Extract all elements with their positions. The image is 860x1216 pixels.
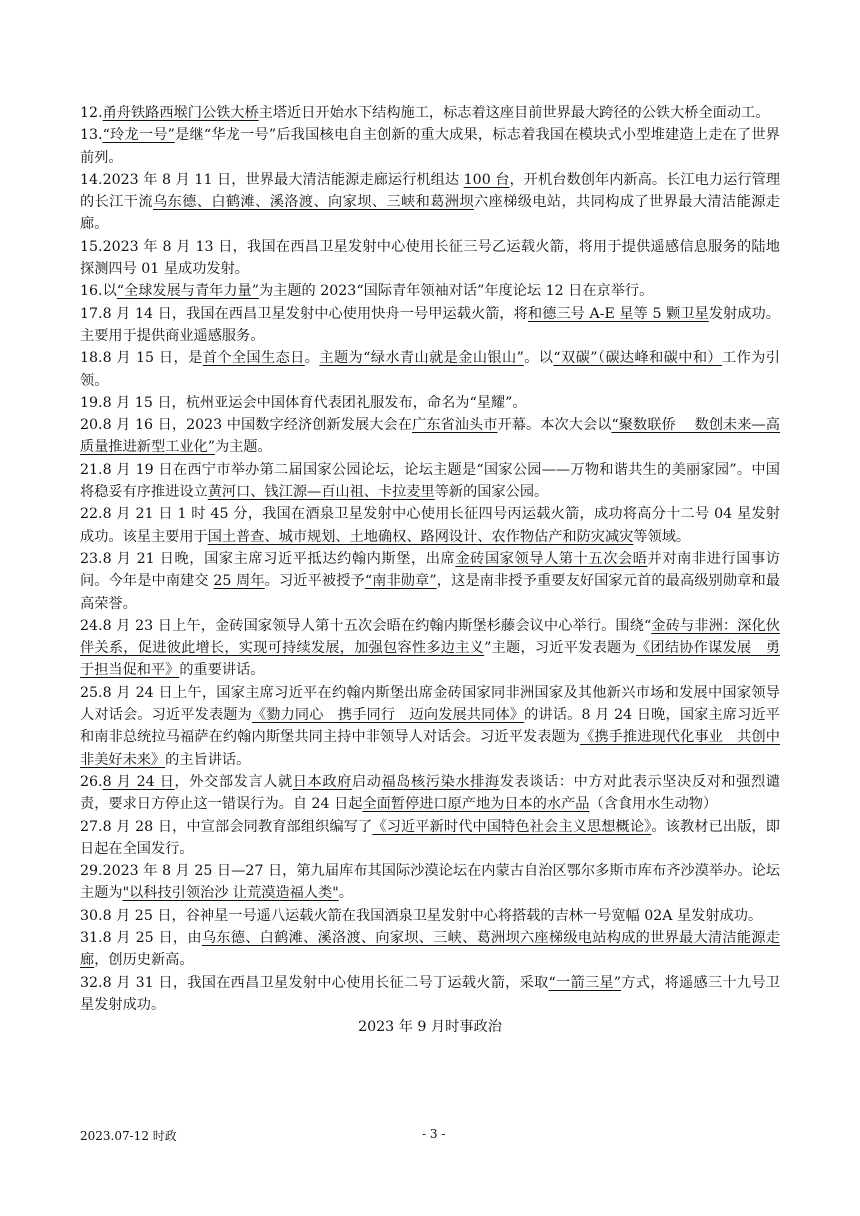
news-item: [80, 503, 780, 548]
news-item: [80, 392, 780, 414]
item-text: 。习近平被授予: [264, 573, 365, 590]
item-text: 22.8 月 21 日 1 时 45 分，我国在酒泉卫星发射中心使用长征四号丙运载火箭，成功将高分十二号 04 星发射成功。该星主要用于: [80, 506, 780, 545]
item-text: 18.8 月 15 日，是: [80, 350, 203, 367]
highlighted-keyword: 乌东德、白鹤滩、溪洛渡、向家坝、三峡、葛洲坝六座梯级电站构成的世界最大清洁能源走廊: [80, 929, 780, 969]
item-text: 的重要讲话。: [179, 662, 265, 679]
item-text: 开幕。本次大会以: [497, 417, 612, 434]
item-text: ，创历史新高。: [94, 952, 194, 969]
news-item: [80, 905, 780, 927]
highlighted-keyword: 国土普查、城市规划、土地确权、路网设计、农作物估产和防灾减灾: [207, 528, 634, 545]
highlighted-keyword: 《习近平新时代中国特色社会主义思想概论》: [372, 818, 652, 835]
item-text: 是继“华龙一号”后我国核电自主创新的重大成果，标志着我国在模块式小型堆建造上走在了世界前列。: [80, 127, 780, 166]
highlighted-keyword: "以科技引领治沙 让荒漠造福人类": [122, 885, 339, 902]
highlighted-keyword: 黄河口、钱江源—百山祖、卡拉麦里: [207, 484, 435, 501]
item-text: 启动: [351, 773, 382, 790]
highlighted-keyword: 25 周年: [213, 573, 265, 590]
item-text: 工作为引领。: [80, 350, 780, 389]
news-item: [80, 972, 780, 1017]
item-text: 25.8 月 24 日上午，国家主席习近平在约翰内斯堡出席金砖国家同非洲国家及其他新兴市场和发展中国家领导人对话会。习近平发表题为: [80, 684, 780, 724]
item-text: 。: [338, 885, 353, 902]
item-text: 方式，将遥感三十九号卫星发射成功。: [80, 974, 780, 1013]
news-item: [80, 548, 780, 615]
news-item: [80, 927, 780, 972]
item-text: 等新的国家公园。: [434, 484, 549, 501]
news-item: [80, 169, 780, 236]
highlighted-keyword: 100 台: [463, 171, 510, 188]
item-text: ”主题，习近平发表题为: [484, 640, 636, 657]
highlighted-keyword: 《勠力同心 携手同行 迈向发展共同体》: [251, 707, 525, 724]
item-text: 30.8 月 25 日，谷神星一号遥八运载火箭在我国酒泉卫星发射中心将搭载的吉林一号宽幅 02A 星发射成功。: [80, 907, 763, 924]
highlighted-keyword: 全面暂停进口原产地为日本的水产品: [362, 796, 590, 813]
news-item: [80, 102, 780, 124]
news-item: [80, 615, 780, 682]
highlighted-keyword: 《团结协作谋发展 勇于担当促和平》: [80, 640, 780, 679]
item-text: ，开机台数创年内新高。长江电力运行管理的长江干流: [80, 171, 781, 211]
item-text: 26.: [80, 773, 103, 790]
item-text: （含食用水生动物）: [589, 796, 718, 813]
highlighted-keyword: 《携手推进现代化事业 共创中非美好未来》: [80, 729, 780, 768]
highlighted-keyword: 首个全国生态日: [202, 350, 305, 367]
highlighted-keyword: “一箭三星”: [548, 974, 622, 991]
highlighted-keyword: “全球发展与青年力量”: [116, 283, 259, 300]
item-text: 14.2023 年 8 月 11 日，世界最大清洁能源走廊运行机组达: [80, 171, 464, 188]
document-body: [80, 102, 780, 1038]
item-text: 32.8 月 31 日，我国在西昌卫星发射中心使用长征二号丁运载火箭，采取: [80, 974, 549, 991]
news-item: [80, 682, 780, 771]
news-item: [80, 236, 780, 281]
news-item: [80, 459, 780, 504]
item-text: 等领域。: [633, 528, 691, 545]
item-text: ，这是南非授予重要友好国家元首的最高级别勋章和最高荣誉。: [80, 573, 780, 612]
item-text: 19.8 月 15 日，杭州亚运会中国体育代表团礼服发布，命名为“星耀”。: [80, 394, 527, 411]
item-text: 17.8 月 14 日，我国在西昌卫星发射中心使用快舟一号甲运载火箭，将: [80, 305, 528, 322]
item-text: 27.8 月 28 日，中宣部会同教育部组织编写了: [80, 818, 373, 835]
highlighted-keyword: 主题为“绿水青山就是金山银山”: [319, 350, 524, 367]
item-text: 23.8 月 21 日晚，国家主席习近平抵达约翰内斯堡，出席: [80, 550, 456, 567]
item-text: 20.8 月 16 日，2023 中国数字经济创新发展大会在: [80, 417, 412, 434]
item-text: 21.8 月 19 日在西宁市举办第二届国家公园论坛，论坛主题是“国家公园——万物和谐共生的美丽家园”。中国将稳妥有序推进设立: [80, 461, 780, 501]
item-text: 31.8 月 25 日，由: [80, 929, 202, 946]
page-number: - 3 -: [422, 1127, 446, 1141]
news-item: [80, 860, 780, 905]
highlighted-keyword: “双碳”（碳达峰和碳中和）: [553, 350, 722, 367]
item-text: 发射成功。主要用于提供商业遥感服务。: [80, 305, 780, 344]
news-item: [80, 280, 780, 302]
item-text: 。该教材已出版，即日起在全国发行。: [80, 818, 780, 857]
highlighted-keyword: 8 月 24 日: [102, 773, 175, 790]
section-title: 2023 年 9 月时事政治: [358, 1019, 502, 1036]
news-list: [80, 102, 780, 1016]
news-item: [80, 303, 780, 348]
news-item: [80, 816, 780, 861]
highlighted-keyword: 乌东德、白鹤滩、溪洛渡、向家坝、三峡和葛洲坝: [152, 194, 474, 211]
item-text: 的讲话。8 月 24 日晚，国家主席习近平和南非总统拉马福萨在约翰内斯堡共同主持中非领导人对话会。习近平发表题为: [80, 707, 780, 746]
item-text: 的主旨讲话。: [165, 751, 251, 768]
item-text: 29.2023 年 8 月 25 日—27 日，第九届库布其国际沙漠论坛在内蒙古自治区鄂尔多斯市库布齐沙漠举办。论坛主题为: [80, 863, 780, 902]
highlighted-keyword: 和德三号 A-E 星等 5 颗卫星: [527, 305, 709, 322]
highlighted-keyword: “南非勋章”: [364, 573, 437, 590]
item-text: 12.: [80, 105, 103, 121]
item-text: 。: [304, 350, 320, 367]
item-text: 15.2023 年 8 月 13 日，我国在西昌卫星发射中心使用长征三号乙运载火箭，将用于提供遥感信息服务的陆地探测四号 01 星成功发射。: [80, 238, 780, 278]
highlighted-keyword: 甬舟铁路西堠门公铁大桥: [102, 105, 259, 121]
news-item: [80, 414, 780, 459]
item-text: 16.以: [80, 283, 117, 300]
highlighted-keyword: “聚数联侨 数创未来—高质量推进新型工业化”: [80, 417, 780, 456]
item-text: 主塔近日开始水下结构施工，标志着这座目前世界最大跨径的公铁大桥全面动工。: [258, 105, 770, 121]
item-text: 。以: [523, 350, 554, 367]
highlighted-keyword: 福岛核污染水排海: [381, 773, 500, 790]
item-text: 为主题的 2023“国际青年领袖对话”年度论坛 12 日在京举行。: [258, 283, 654, 300]
highlighted-keyword: 金砖与非洲：深化伙伴关系，促进彼此增长，实现可持续发展，加强包容性多边主义: [80, 617, 780, 657]
highlighted-keyword: “玲龙一号”: [102, 127, 175, 144]
highlighted-keyword: 金砖国家领导人第十五次会晤: [455, 550, 648, 567]
item-text: 24.8 月 23 日上午，金砖国家领导人第十五次会晤在约翰内斯堡杉藤会议中心举行。围绕“: [80, 617, 652, 634]
item-text: 并对南非进行国事访问。今年是中南建交: [80, 550, 780, 590]
highlighted-keyword: 广东省汕头市: [411, 417, 498, 434]
news-item: [80, 124, 780, 169]
news-item: [80, 771, 780, 816]
item-text: 六座梯级电站，共同构成了世界最大清洁能源走廊。: [80, 194, 780, 233]
item-text: 发表谈话：中方对此表示坚决反对和强烈谴责，要求日方停止这一错误行为。自 24 日起: [80, 773, 780, 813]
item-text: 为主题。: [214, 439, 272, 456]
highlighted-keyword: 日本政府: [292, 773, 352, 790]
item-text: 13.: [80, 127, 103, 144]
item-text: ，外交部发言人就: [174, 773, 293, 790]
footer-label: 2023.07-12 时政: [80, 1129, 177, 1143]
news-item: [80, 347, 780, 392]
